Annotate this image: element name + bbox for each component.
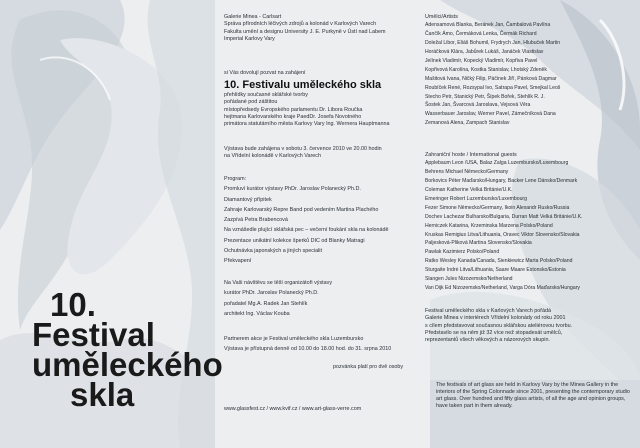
invite-text: si Vás dovolují pozvat na zahájení [224, 70, 306, 76]
artist-line: Zemanová Alena, Zampach Stanislav [425, 120, 510, 127]
organizer-line: Správa přírodních léčivých zdrojů a kolonád v Karlových Varech [224, 21, 377, 28]
partner-line: Výstava je přístupná denně od 10.00 do 18.00 hod. do 31. srpna 2010 [224, 346, 392, 353]
program-header: Program: [224, 176, 247, 182]
paragraph-line: Galerie Minea v interiérech Vřídelní kolonády od roku 2001 [425, 315, 566, 322]
artist-line: Mašitová Ivana, Ničký Filip, Páčinek Jiří, Pánková Dagmar [425, 75, 557, 82]
guest-line: Fezer Simone Německo/Germany, Ikoin Alexandr Rusko/Russia [425, 204, 570, 211]
program-item: Zazpívá Petra Brabencová [224, 217, 288, 224]
patronage-block [224, 92, 419, 128]
visit-line: Na Vaši návštěvu se těší organizátoři výstavy [224, 280, 333, 286]
website-links: www.glassfest.cz / www.kvif.cz / www.art-glass-verre.com [224, 406, 362, 412]
guest-line: Behrens Michael Německo/Germany [425, 169, 509, 176]
artist-line: Doležal Libor, Eliáš Bohumil, Frydrych Jan, Hlubuček Martin [425, 40, 561, 47]
artist-line: Roubíček René, Rozsypal Ivo, Satrapa Pavel, Smejkal Leoš [425, 84, 561, 91]
guest-line: Coleman Katherine Velká Británie/U.K. [425, 187, 513, 194]
opening-line: Výstava bude zahájena v sobotu 3. července 2010 ve 20.00 hodin [224, 146, 382, 152]
paragraph-line: Festival uměleckého skla v Karlových Varech pořádá [425, 308, 552, 314]
poster-big-title [32, 286, 223, 413]
guest-line: Herniczek Katarina, Krzeminska Marzena Polsko/Poland [425, 222, 553, 229]
program-item: Ochutnávka japonských a jiných specialit [224, 248, 322, 255]
guest-line: Van Dijk Ed Nizozemsko/Netherland, Varga Dóra Maďarsko/Hungary [425, 284, 580, 291]
opening-block [224, 146, 419, 161]
patronage-line: přehlídky současné sklářské tvorby [224, 92, 308, 98]
big-title-line-3: uměleckého [32, 346, 223, 383]
artist-line: Horáčková Klára, Jabůrek Lukáš, Janáček Vlastislav [425, 49, 544, 56]
visit-line: kurátor PhDr. Jaroslav Polanecký Ph.D. [224, 290, 319, 297]
program-item: Zahraje Karlovarský Repre Band pod vedením Martina Plachého [224, 206, 379, 213]
opening-line: na Vřídelní kolonádě v Karlových Varech [224, 153, 321, 160]
guest-line: Borkovics Péter Maďarsko/Hungary, Backer Lene Dánsko/Denmark [425, 178, 578, 185]
guest-line: Slangen Jules Nizozemsko/Netherland [425, 276, 513, 283]
organizer-line: Galerie Minea - Carlsart [224, 14, 282, 20]
guest-line: Sturgaite Indrė Litva/Lithuania, Saare Maare Estonsko/Estonia [425, 267, 566, 274]
patronage-line: hejtmana Karlovarského kraje PaedDr. Josefa Novotného [224, 113, 362, 120]
artist-line: Adensamová Blanka, Beránek Jan, Čambalová Pavlína [425, 22, 551, 29]
foreign-header: Zahraniční hoste / International guests [425, 152, 517, 158]
paragraph-line: s cílem představovat současnou sklářskou ateliérovou tvorbu. [425, 322, 573, 329]
guest-line: Ratko Wesley Kanada/Canada, Sienkiewicz Marta Polsko/Poland [425, 258, 573, 265]
visit-line: pořadatel Mg.A. Radek Jan Stehlík [224, 300, 308, 307]
guest-line: Emeringer Robert Luzembursko/Luxembourg [425, 195, 527, 202]
program-item: Prezentace unikátní kolekce šperků DIC od Blanky Matragi [224, 237, 365, 244]
artist-line: Wasserbauer Jaroslav, Werner Pavel, Zámečníková Dana [425, 111, 556, 118]
program-item: Diamantový přípitek [224, 196, 272, 203]
program-item: Na vznášedle plující sklářská pec – večerní foukání skla na kolonádě [224, 227, 389, 234]
guest-line: Paljesková-Pliková Martina Slovensko/Slovakia [425, 240, 532, 247]
visit-line: architekt Ing. Václav Kouba [224, 310, 290, 317]
guest-line: Kruskas Remigius Litva/Lithuania, Oravec Viktor Slovensko/Slovakia [425, 231, 580, 238]
english-paragraph: The festivals of art glass are held in Karlovy Vary by the Minea Gallery in the interiors of the Spring Colonnade since 2001, presenting the contemporary studio art glass. Over hundred and fifty glass artists, of all the age and opinion groups, have taken part in them already. [436, 382, 630, 409]
guest-line: Applebaum Leon /USA, Balaz Zalga Luzembursko/Luxembourg [425, 160, 569, 167]
artist-line: Stecho Petr, Stanický Petr, Šípek Bořek, Stehlík R. J. [425, 93, 545, 100]
foreign-guests-block [425, 152, 635, 292]
organizers-block [224, 14, 419, 43]
organizer-line: Fakulta umění a designu University J. E. Purkyně v Ústí nad Labem [224, 28, 386, 35]
guest-line: Pawlak Kazimierz Polsko/Poland [425, 249, 500, 256]
program-item: Promluví kurátor výstavy PhDr. Jaroslav Polanecký Ph.D. [224, 186, 361, 193]
big-title-line-4: skla [70, 376, 135, 413]
artists-header: Umělci/Artists [425, 14, 458, 20]
partner-line: Partnerem akce je Festival uměleckého skla Luzembursko [224, 336, 364, 342]
artists-block [425, 14, 635, 127]
program-block [224, 176, 419, 266]
organizer-line: Imperial Karlovy Vary [224, 35, 275, 42]
artist-line: Jelínek Vladimír, Kopecký Vladimír, Kopřiva Pavel [425, 57, 538, 64]
artist-line: Kopřivová Karolína, Kostka Stanislav, Lhotský Zdeněk [425, 66, 547, 73]
invitation-note: pozvánka platí pro dvě osoby [333, 364, 404, 370]
artist-line: Čančík Ámo, Čermáková Lenka, Čermák Richard [425, 31, 537, 38]
guest-line: Dochev Lachezar Bulharsko/Bulgaria, Durran Matt Velká Británie/U.K. [425, 213, 583, 220]
festival-title: 10. Festivalu uměleckého skla [224, 79, 382, 91]
czech-paragraph [425, 308, 635, 344]
patronage-line: pořádané pod záštitou [224, 99, 278, 106]
partner-block [224, 336, 419, 354]
big-title-line-1: 10. [50, 286, 96, 323]
program-item: Překvapení [224, 258, 252, 265]
patronage-line: primátora statutárního města Karlovy Vary Ing. Wernera Hauptmanna [224, 121, 390, 128]
visit-block [224, 280, 419, 318]
paragraph-line: Představilo se na něm již 32 více než stopadesát umělců, [425, 329, 563, 336]
paragraph-line: reprezentantů všech věkových a názorových skupin. [425, 337, 550, 344]
patronage-line: místopředsedy Evropského parlamentu Dr. Libora Roučka [224, 106, 363, 113]
big-title-line-2: Festival [32, 316, 155, 353]
artist-line: Šostek Jan, Švarcová Jaroslava, Vejsová Věra [425, 102, 531, 109]
